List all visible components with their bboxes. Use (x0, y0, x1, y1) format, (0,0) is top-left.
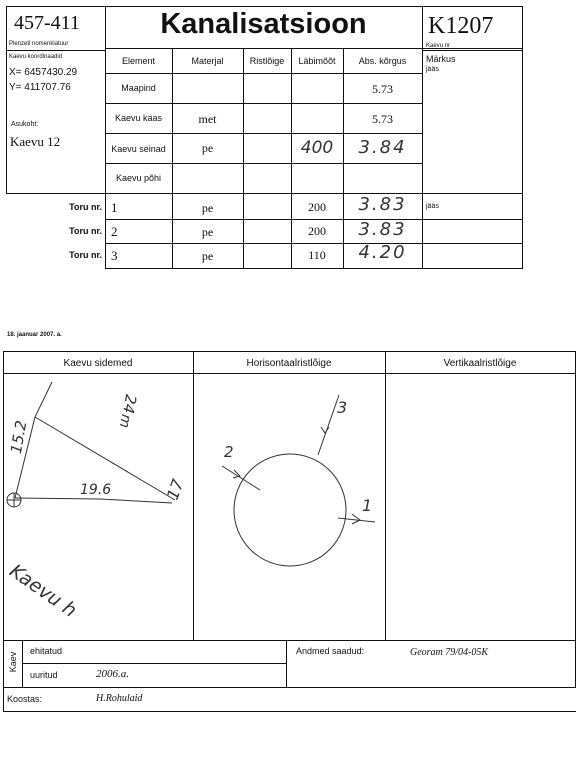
pipe-label: Toru nr. (69, 226, 102, 236)
tie-distance-label: 15.2 (6, 418, 31, 456)
pipe-abs-height: 4.20 (358, 242, 407, 263)
row-material: met (198, 112, 217, 126)
handwritten-note: Kaevu h (5, 560, 81, 622)
coordinate-x: X= 6457430.29 (9, 67, 78, 78)
col-header-abs-height: Abs. kõrgus (358, 56, 407, 66)
pipe-note: jääs (426, 203, 439, 210)
pipe-marker-2: 2 (224, 443, 234, 461)
page-title: Kanalisatsioon (160, 8, 367, 40)
compiler-value: H.Rohulaid (96, 693, 143, 704)
compiler-label: Koostas: (7, 694, 43, 704)
pipe-material: pe (201, 225, 214, 239)
pipe-diameter: 200 (308, 224, 326, 238)
tie-distance-label: 17 (162, 476, 188, 503)
sketch-header-ties: Kaevu sidemed (63, 358, 133, 369)
pipe-diameter: 200 (308, 200, 326, 214)
surveyed-value: 2006.a. (96, 668, 129, 680)
row-element: Kaevu seinad (111, 144, 166, 154)
tie-unit-label: m (115, 412, 134, 430)
col-header-diameter: Läbimõõt (298, 56, 336, 66)
tie-distance-label: 19.6 (80, 482, 112, 498)
row-material: pe (201, 141, 214, 155)
pipe-marker-3: 3 (337, 398, 348, 417)
pipe-abs-height: 3.83 (358, 194, 407, 215)
pipe-number: 1 (111, 200, 118, 215)
col-header-material: Materjal (191, 56, 224, 66)
data-source-value: Georam 79/04-05K (410, 647, 489, 658)
location-label: Asukoht: (11, 121, 39, 128)
row-abs-height: 5.73 (372, 112, 393, 126)
coordinate-y: Y= 411707.76 (9, 82, 71, 93)
row-element: Kaevu kaas (114, 113, 163, 123)
pipe-abs-height: 3.83 (358, 219, 407, 240)
well-number: K1207 (428, 13, 494, 39)
notes-header: Märkus (426, 54, 456, 64)
pipe-number: 2 (111, 224, 118, 239)
sketch-header-horizontal: Horisontaalristlõige (246, 358, 332, 369)
pipe-number: 3 (111, 248, 118, 263)
nomenclature-label: Plenzeti nomenklatuur (9, 41, 69, 47)
row-abs-height: 5.73 (372, 82, 393, 96)
nomenclature-number: 457-411 (14, 12, 80, 34)
tie-distance-label: 24 (119, 393, 141, 415)
well-number-label: Kaevu nr (426, 43, 451, 49)
built-label: ehitatud (30, 646, 63, 656)
pipe-material: pe (201, 249, 214, 263)
data-source-label: Andmed saadud: (296, 646, 365, 656)
row-diameter: 400 (300, 138, 334, 158)
col-header-cross-section: Ristlõige (249, 56, 285, 66)
pipe-material: pe (201, 201, 214, 215)
pipe-label: Toru nr. (69, 202, 102, 212)
notes-value: jääs (426, 66, 439, 73)
coordinates-label: Kaevu koordinaadid (9, 54, 63, 60)
pipe-label: Toru nr. (69, 250, 102, 260)
location-value: Kaevu 12 (10, 134, 61, 149)
row-element: Maapind (121, 83, 156, 93)
well-side-label: Kaev (8, 651, 18, 673)
surveyed-label: uuritud (30, 670, 58, 680)
pipe-diameter: 110 (308, 248, 326, 262)
row-element: Kaevu põhi (115, 173, 162, 183)
sketch-header-vertical: Vertikaalristlõige (443, 358, 517, 369)
col-header-element: Element (121, 56, 156, 66)
date-line: 18. jaanuar 2007. a. (7, 332, 62, 338)
pipe-marker-1: 1 (362, 496, 373, 515)
row-abs-height: 3.84 (358, 137, 407, 158)
